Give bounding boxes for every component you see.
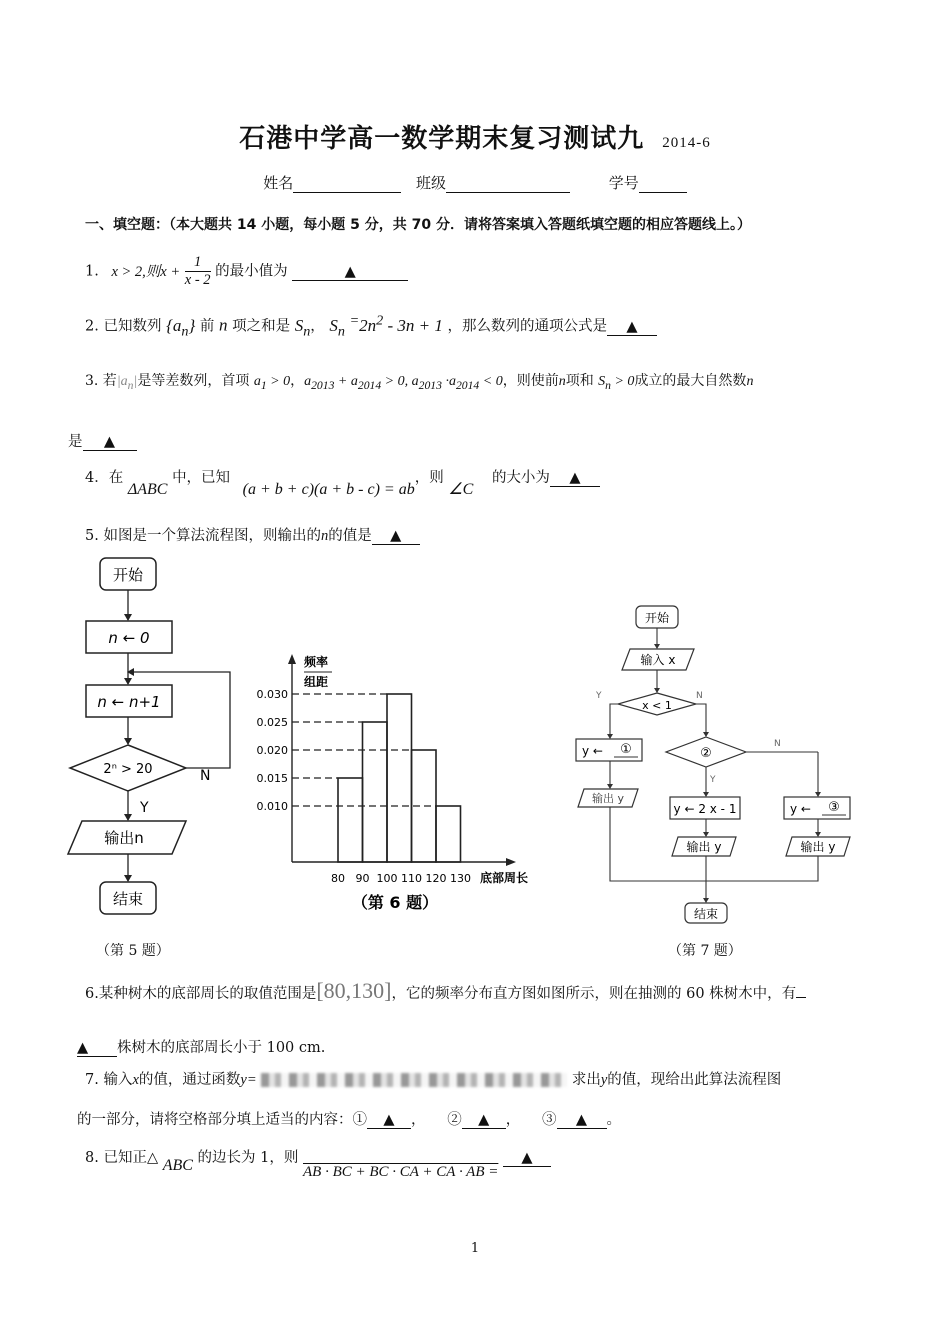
fig6-bars-group <box>338 694 461 862</box>
q7-blank-3[interactable] <box>557 1112 607 1129</box>
page-number: 1 <box>470 1241 480 1256</box>
q6-blank-start <box>796 997 806 998</box>
fig6-yticks-group <box>257 688 289 813</box>
question-2 <box>85 312 657 340</box>
q3-a1-rest: > 0 <box>266 374 291 389</box>
q3-sub-c: 2013 <box>418 378 442 392</box>
q8-text-2: 的边长为 1，则 <box>197 1150 299 1166</box>
q2-text-2: 前 <box>199 318 215 335</box>
q4-text-4: 的大小为 <box>491 470 550 486</box>
fig6-bar-80-90 <box>338 778 363 862</box>
q4-triangle: ΔABC <box>127 481 168 498</box>
q5-text-2: 的值是 <box>328 528 372 544</box>
fig5-no-label: N <box>200 768 211 784</box>
answer-triangle: ▲ <box>103 434 116 450</box>
fig6-histogram <box>250 650 540 920</box>
question-4 <box>85 466 600 498</box>
id-label: 学号 <box>608 174 639 192</box>
q3-S: S <box>598 374 606 389</box>
q7-blank-2[interactable] <box>462 1112 506 1129</box>
fig6-ylabel-top: 频率 <box>304 655 329 669</box>
q2-text: 2. 已知数列 <box>85 318 162 335</box>
fig7-cond1-no: N <box>696 691 703 701</box>
answer-triangle: ▲ <box>390 528 402 544</box>
student-info-line <box>0 172 950 193</box>
fig6-bar-90-100 <box>363 722 388 862</box>
answer-triangle: ▲ <box>383 1112 395 1128</box>
q6-range: [80,130] <box>316 978 392 1003</box>
q3-term-a: a <box>304 374 312 389</box>
answer-triangle: ▲ <box>344 263 356 280</box>
fig6-ytick-label: 0.020 <box>256 744 288 757</box>
fig6-xtick-label: 130 <box>450 872 471 885</box>
q7-piecewise-function-image <box>261 1073 567 1087</box>
q6-answer-blank[interactable] <box>77 1040 117 1057</box>
fig5-init-label: n ← 0 <box>108 629 150 647</box>
q5-answer-blank[interactable] <box>372 528 420 545</box>
q2-n: n <box>218 315 228 335</box>
question-7-cont <box>77 1108 621 1129</box>
q1-condition: x > 2,则x + <box>111 263 181 280</box>
q3-seq: a <box>120 374 128 389</box>
q3-text: 3. 若 <box>85 373 117 389</box>
q3-sub-a: 2013 <box>311 378 335 392</box>
fig6-bar-100-110 <box>387 694 412 862</box>
q2-seq: {a <box>166 315 182 335</box>
q7-end: 。 <box>606 1112 621 1128</box>
q7-sep-3: ， ③ <box>505 1112 557 1128</box>
q3-text-6: 是 <box>68 434 83 450</box>
q2-S-sub: n <box>303 323 311 340</box>
q4-text-3: ，则 <box>414 470 444 486</box>
fig6-xtick-label: 90 <box>355 872 370 885</box>
fig6-bar-120-130 <box>436 806 461 862</box>
q3-sub-b: 2014 <box>357 378 382 392</box>
q3-plus: + a <box>334 374 358 389</box>
q8-expr: AB · BC + BC · CA + CA · AB = <box>303 1164 499 1180</box>
answer-triangle: ▲ <box>569 470 581 486</box>
fig5-start-label: 开始 <box>112 566 144 584</box>
question-3: 3. 若$|a_n|$是等差数列，首项 $a_1 > 0$，$a_{2013} + a_{2014} > 0$, $a_{2013} \cdot a_{2014} < 0$，则使前n项和 $S_n > 0$成立的最大自然数n <box>85 373 754 392</box>
q7-y: y= <box>240 1072 257 1088</box>
q3-a1: a <box>253 374 261 389</box>
q7-x: x <box>132 1072 139 1088</box>
fig6-xtick-label: 110 <box>401 872 422 885</box>
question-7 <box>85 1068 781 1089</box>
fig7-box1-label: y ← <box>582 744 603 758</box>
fig7-start-label: 开始 <box>644 611 670 625</box>
q6-text-3: 株树木的底部周长小于 100 cm. <box>117 1040 326 1056</box>
q2-answer-blank[interactable] <box>607 319 657 336</box>
q4-answer-blank[interactable] <box>550 470 600 487</box>
fig6-ytick-label: 0.030 <box>256 688 288 701</box>
question-5 <box>85 524 420 545</box>
q6-text: 6.某种树木的底部周长的取值范围是 <box>85 986 317 1002</box>
fig7-blank3-label: ③ <box>828 800 840 815</box>
fig7-out2-label: 输出 y <box>686 840 722 854</box>
class-label: 班级 <box>415 174 446 192</box>
q3-n: n <box>558 374 566 389</box>
q3-dot: ·a <box>441 374 456 389</box>
fig5-cond-label: 2ⁿ > 20 <box>103 762 153 777</box>
q3-gt: > 0, a <box>381 374 419 389</box>
fig5-step-label: n ← n+1 <box>97 693 161 711</box>
fig6-ytick-label: 0.025 <box>256 716 288 729</box>
fig7-cond2-no: N <box>774 739 781 749</box>
fig5-output-label: 输出n <box>104 829 144 847</box>
section-heading: 一、填空题：（本大题共 14 小题，每小题 5 分，共 70 分．请将答案填入答题纸填空题的相应答题线上。） <box>85 217 751 233</box>
fig7-cond2-label: ② <box>700 746 712 761</box>
fig5-end-label: 结束 <box>112 890 144 908</box>
q7-y2: y <box>600 1072 608 1088</box>
q3-n2: n <box>746 374 754 389</box>
q3-lt: < 0 <box>479 374 503 389</box>
q2-expr-1: 2n <box>359 315 377 335</box>
fig6-ylabel-bottom: 组距 <box>304 675 329 689</box>
q3-text-2: 是等差数列，首项 <box>137 373 250 389</box>
q7-text-2: 的值，通过函数 <box>138 1072 241 1088</box>
question-6-cont <box>77 1036 325 1057</box>
q2-expr-sup: 2 <box>376 312 384 328</box>
q7-text: 7. 输入 <box>85 1072 133 1088</box>
q3-seq-sub: n <box>127 378 134 392</box>
fig6-xlabel: 底部周长 <box>480 871 529 885</box>
fig7-out1-label: 输出 y <box>591 792 625 805</box>
fig5-caption: （第 5 题） <box>96 943 170 959</box>
q8-triangle: ABC <box>162 1157 193 1174</box>
answer-triangle: ▲ <box>478 1112 490 1128</box>
answer-triangle: ▲ <box>521 1150 533 1166</box>
q1-tail: 的最小值为 <box>215 263 288 280</box>
fig7-cond2-yes: Y <box>710 775 716 785</box>
q2-text-3: 项之和是 <box>232 318 291 335</box>
q2-comma: ， <box>310 318 325 335</box>
answer-triangle: ▲ <box>626 318 638 335</box>
q4-text: 4．在 <box>85 470 124 486</box>
answer-triangle: ▲ <box>77 1040 89 1056</box>
class-field[interactable] <box>446 178 570 193</box>
q4-expr: (a + b + c)(a + b - c) = ab <box>242 481 415 498</box>
exam-date: 2014-6 <box>662 135 711 151</box>
q8-answer-blank[interactable] <box>503 1150 551 1167</box>
fig6-xtick-label: 80 <box>331 872 345 885</box>
q7-text-4: 的值，现给出此算法流程图 <box>607 1072 782 1088</box>
fig7-input-label: 输入 x <box>640 653 676 667</box>
fig7-blank1-label: ① <box>620 742 632 757</box>
question-6 <box>85 978 806 1004</box>
id-field[interactable] <box>639 178 687 193</box>
q2-expr-2: - 3n + 1 <box>383 315 443 335</box>
q2-eq: = <box>349 312 360 328</box>
name-label: 姓名 <box>263 174 294 192</box>
page-title <box>0 118 950 155</box>
q7-text-5: 的一部分，请将空格部分填上适当的内容：① <box>77 1112 367 1128</box>
q1-frac-den: x - 2 <box>184 272 211 288</box>
q3-text-5: 成立的最大自然数 <box>634 373 747 389</box>
fig6-xticks-group <box>331 872 471 885</box>
fig5-yes-label: Y <box>140 800 149 816</box>
fig7-box3-label: y ← <box>790 802 811 816</box>
name-field[interactable] <box>293 178 401 193</box>
q2-S2: S <box>329 315 338 335</box>
fig6-ytick-label: 0.010 <box>256 800 288 813</box>
q3-text-4: 项和 <box>565 373 594 389</box>
q1-fraction <box>185 254 211 289</box>
q3-a1-sub: 1 <box>260 378 267 392</box>
fig5-flowchart <box>60 548 260 928</box>
fig6-xtick-label: 100 <box>376 872 398 885</box>
q3-S-sub: n <box>605 378 611 392</box>
q7-text-3: 求出 <box>571 1072 601 1088</box>
fig7-caption: （第 7 题） <box>668 943 742 959</box>
answer-triangle: ▲ <box>575 1112 588 1128</box>
fig7-box2-label: y ← 2 x - 1 <box>673 802 737 816</box>
q3-text-3: ，则使前 <box>502 373 559 389</box>
fig6-xtick-label: 120 <box>425 872 447 885</box>
fig7-cond1-yes: Y <box>596 691 602 701</box>
fig6-ytick-label: 0.015 <box>256 772 288 785</box>
q5-n: n <box>320 528 329 544</box>
q4-angle: ∠C <box>448 481 474 498</box>
q2-seq-sub: n <box>181 323 189 340</box>
q1-answer-blank[interactable] <box>292 264 408 281</box>
fig7-cond1-label: x < 1 <box>642 699 672 712</box>
q7-sep-2: ， ② <box>411 1112 462 1128</box>
q1-number: 1. <box>85 263 99 280</box>
q2-seq-close: } <box>188 315 196 335</box>
q7-blank-1[interactable] <box>367 1112 411 1129</box>
q2-text-4: ，那么数列的通项公式是 <box>447 318 607 335</box>
q1-frac-num: 1 <box>185 254 211 272</box>
q3-sub-d: 2014 <box>455 378 480 392</box>
question-3-cont <box>68 430 137 451</box>
q5-text: 5. 如图是一个算法流程图，则输出的 <box>85 528 321 544</box>
q2-S: S <box>294 315 304 335</box>
q6-text-2: ，它的频率分布直方图如图所示，则在抽测的 60 株树木中，有 <box>391 986 797 1002</box>
title-text: 石港中学高一数学期末复习测试九 <box>239 124 645 154</box>
q3-S-rest: > 0 <box>610 374 635 389</box>
q8-text: 8. 已知正△ <box>85 1150 159 1166</box>
fig7-end-label: 结束 <box>693 907 719 921</box>
q3-answer-blank[interactable] <box>83 434 137 451</box>
fig6-caption: （第 6 题） <box>351 893 439 912</box>
question-8 <box>85 1146 551 1180</box>
q4-text-2: 中，已知 <box>172 470 231 486</box>
q2-S2-sub: n <box>337 323 345 340</box>
fig7-out3-label: 输出 y <box>800 840 836 854</box>
fig7-flowchart <box>570 600 860 930</box>
question-1 <box>85 254 408 289</box>
